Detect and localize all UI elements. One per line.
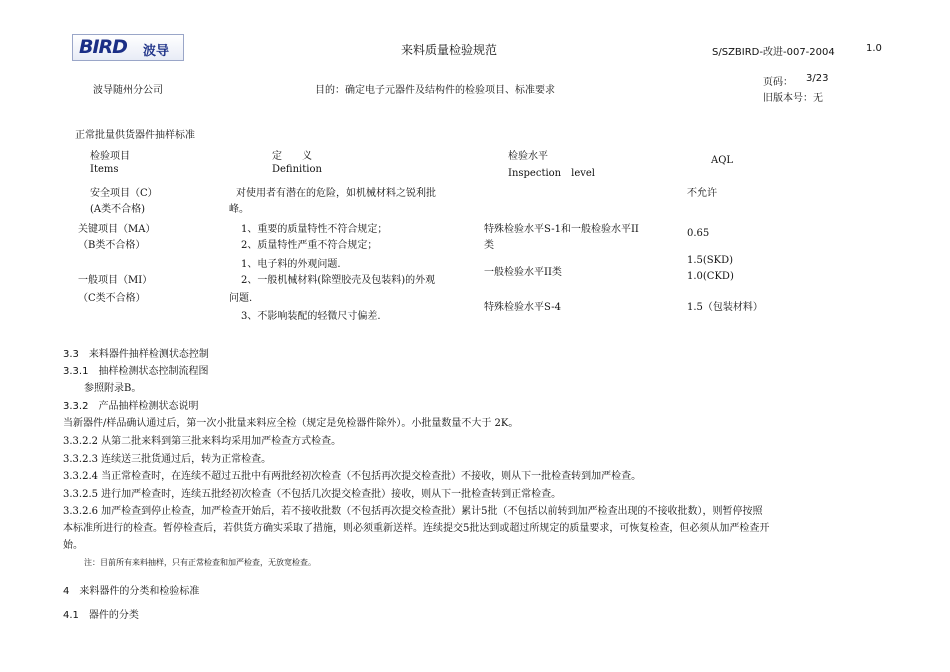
th-level-en: Inspection level xyxy=(508,168,596,179)
section-title: 正常批量供货器件抽样标准 xyxy=(75,130,195,141)
para-3-3-2-5: 3.3.2.5 进行加严检查时，连续五批经初次检查（不包括几次提交检查批）接收，则从下一批检查转到正常检查。 xyxy=(63,489,562,500)
row-major-level2: 类 xyxy=(484,240,494,251)
row-minor-def1: 1、电子料的外观问题. xyxy=(241,259,341,270)
para-3-3-2-6-line2: 本标准所进行的检查。暂停检查后，若供货方确实采取了措施，则必须重新送样。连续提交5批达到或超过所规定的质量要求，可恢复检查，但必须从加严检查开 xyxy=(63,523,770,534)
th-def-cn: 定 义 xyxy=(272,151,312,162)
th-def-en: Definition xyxy=(272,164,322,175)
page-label: 页码： xyxy=(763,77,793,88)
company-logo xyxy=(72,34,184,61)
para-3-3-2-6-line3: 始。 xyxy=(63,540,83,551)
row-safety-def2: 峰。 xyxy=(229,204,249,215)
heading-3-3: 3.3 来料器件抽样检测状态控制 xyxy=(63,349,209,360)
row-major-def2: 2、质量特性严重不符合规定； xyxy=(241,240,378,251)
row-major-def1: 1、重要的质量特性不符合规定； xyxy=(241,224,388,235)
logo-mark: BIRD xyxy=(79,36,127,58)
row-minor-level-a: 一般检验水平II类 xyxy=(484,267,562,278)
doc-title: 来料质量检验规范 xyxy=(401,43,498,57)
row-minor-sub: （C类不合格） xyxy=(78,293,146,304)
row-safety-def1: 对使用者有潜在的危险，如机械材料之锐利批 xyxy=(236,188,436,199)
para-3-3-2-2: 3.3.2.2 从第二批来料到第三批来料均采用加严检查方式检查。 xyxy=(63,436,342,447)
para-3-3-2-3: 3.3.2.3 连续送三批货通过后，转为正常检查。 xyxy=(63,454,272,465)
old-version: 旧版本号：无 xyxy=(763,93,823,104)
row-safety-aql: 不允许 xyxy=(687,188,717,199)
doc-number: S/SZBIRD-改进-007-2004 xyxy=(712,47,835,58)
row-minor-def4: 3、不影响装配的轻微尺寸偏差. xyxy=(241,311,381,322)
th-aql: AQL xyxy=(711,155,734,166)
th-level-cn: 检验水平 xyxy=(508,151,548,162)
th-items-cn: 检验项目 xyxy=(90,151,130,162)
heading-4-1: 4.1 器件的分类 xyxy=(63,610,139,621)
row-minor-aql1: 1.5(SKD) xyxy=(687,255,734,266)
para-3-3-2-4: 3.3.2.4 当正常检查时，在连续不超过五批中有两批经初次检查（不包括再次提交检查批）不接收，则从下一批检查转到加严检查。 xyxy=(63,471,642,482)
row-major-aql: 0.65 xyxy=(687,228,710,239)
row-minor-def2: 2、一般机械材料(除塑胶壳及包装料)的外观 xyxy=(241,275,436,286)
para-3-3-1: 参照附录B。 xyxy=(84,383,142,394)
doc-purpose: 目的：确定电子元器件及结构件的检验项目、标准要求 xyxy=(315,85,555,96)
para-3-3-2-1: 当新器件/样品确认通过后，第一次小批量来料应全检（规定是免检器件除外）。小批量数量不大于 2K。 xyxy=(63,418,519,429)
company-name: 波导随州分公司 xyxy=(93,85,163,96)
heading-3-3-1: 3.3.1 抽样检测状态控制流程图 xyxy=(63,366,209,377)
page-number: 3/23 xyxy=(806,73,829,84)
row-major-name: 关键项目（MA） xyxy=(78,224,156,235)
logo-cn-text: 波导 xyxy=(143,44,170,59)
row-safety-sub: (A类不合格) xyxy=(90,204,146,215)
row-minor-def3: 问题. xyxy=(229,293,253,304)
para-3-3-2-6-line1: 3.3.2.6 加严检查到停止检查，加严检查开始后，若不接收批数（不包括再次提交检查批）累计5批（不包括以前转到加严检查出现的不接收批数），则暂停按照 xyxy=(63,506,763,517)
row-minor-level-b: 特殊检验水平S-4 xyxy=(484,302,561,313)
row-minor-name: 一般项目（MI） xyxy=(78,275,153,286)
heading-4: 4 来料器件的分类和检验标准 xyxy=(63,586,200,597)
heading-3-3-2: 3.3.2 产品抽样检测状态说明 xyxy=(63,401,199,412)
row-major-level1: 特殊检验水平S-1和一般检验水平II xyxy=(484,224,639,235)
note: 注：目前所有来料抽样，只有正常检查和加严检查，无放宽检查。 xyxy=(84,558,316,567)
row-minor-aql3: 1.5（包装材料） xyxy=(687,302,763,313)
th-items-en: Items xyxy=(90,164,119,175)
row-major-sub: （B类不合格） xyxy=(78,240,146,251)
row-safety-name: 安全项目（C） xyxy=(90,188,158,199)
row-minor-aql2: 1.0(CKD) xyxy=(687,271,734,282)
doc-version: 1.0 xyxy=(866,43,882,54)
